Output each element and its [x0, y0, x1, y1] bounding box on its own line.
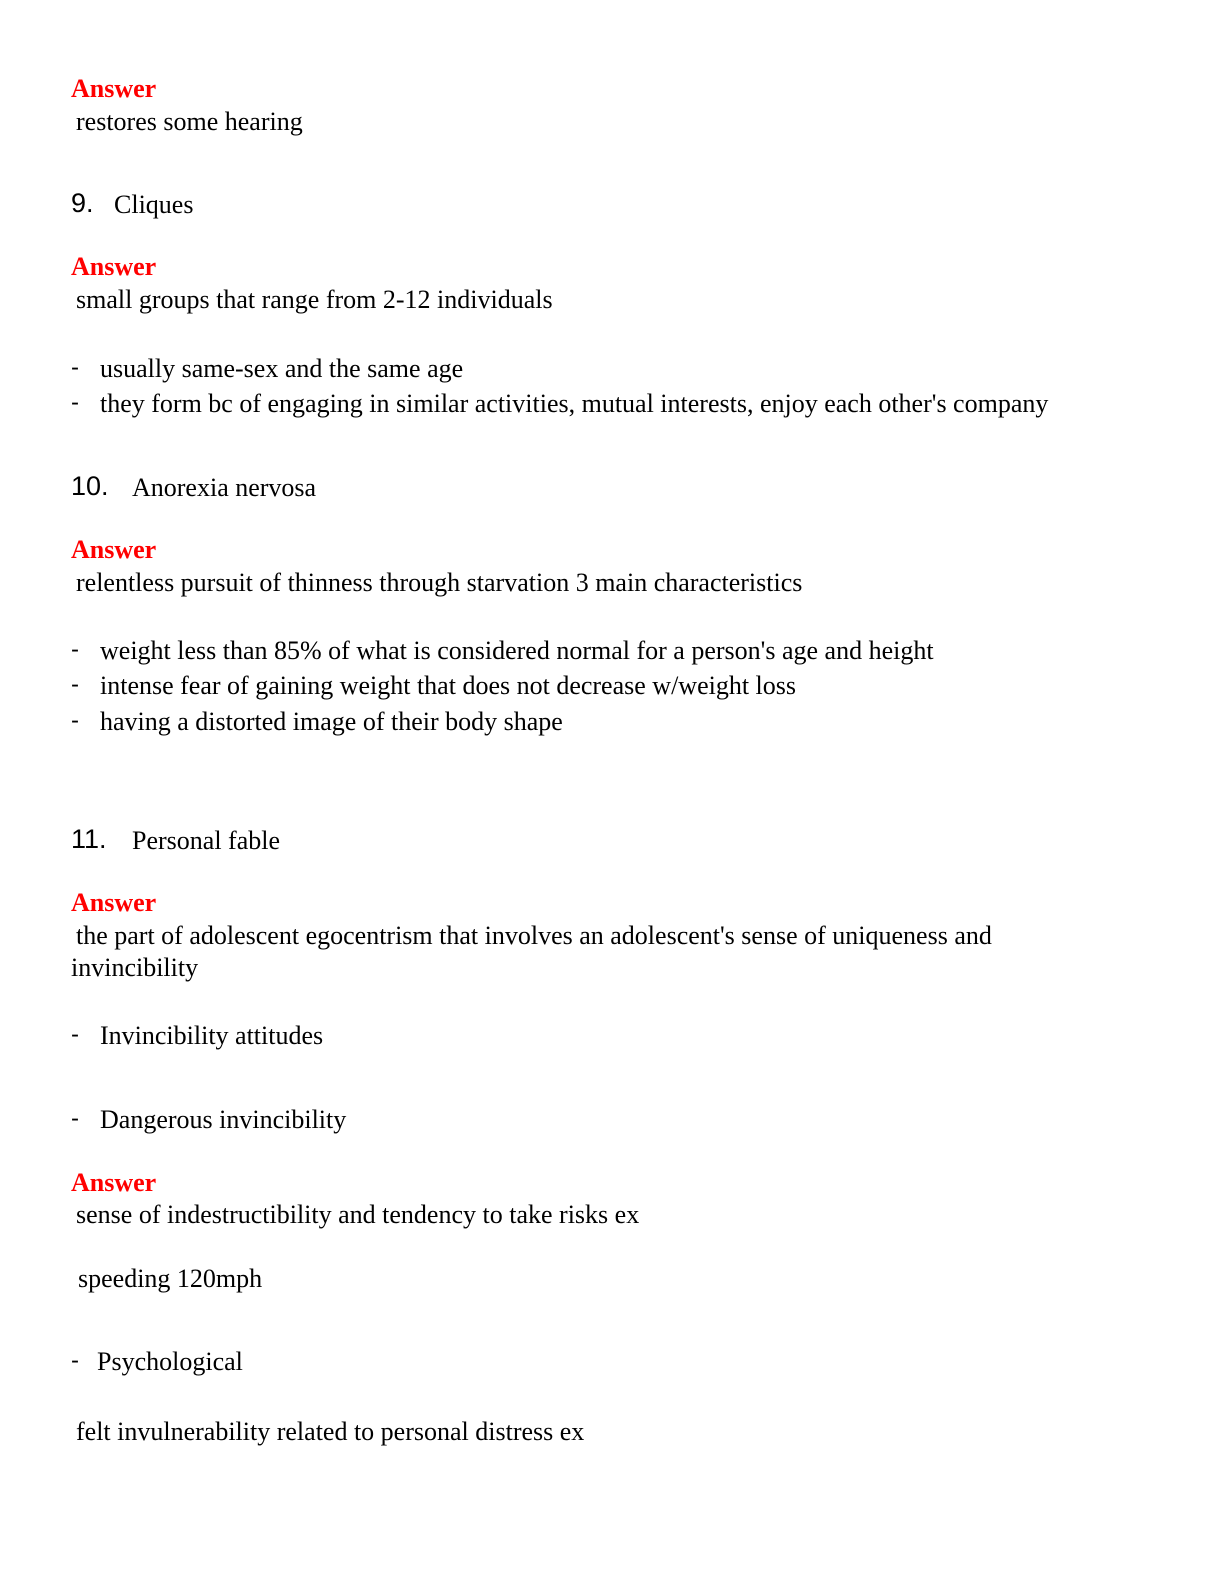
bullet-item: weight less than 85% of what is considered normal for a person's age and height [100, 636, 934, 665]
sub-item: Invincibility attitudes [100, 1021, 324, 1050]
bullet-marker: - [71, 1021, 79, 1048]
bullet-item: intense fear of gaining weight that does not decrease w/weight loss [100, 671, 797, 700]
answer-text: invincibility [71, 953, 199, 982]
answer-label: Answer [71, 535, 157, 564]
answer-label: Answer [71, 1168, 157, 1197]
answer-label: Answer [71, 74, 157, 103]
bullet-item: having a distorted image of their body shape [100, 707, 563, 736]
answer-text: relentless pursuit of thinness through starvation 3 main characteristics [76, 568, 803, 597]
bullet-item: they form bc of engaging in similar activities, mutual interests, enjoy each other's company [100, 389, 1049, 418]
bullet-marker: - [71, 636, 79, 663]
question-number: 10. [71, 471, 109, 501]
bullet-item: usually same-sex and the same age [100, 354, 464, 383]
question-title: Cliques [114, 190, 194, 219]
answer-text: speeding 120mph [78, 1264, 263, 1293]
question-number: 9. [71, 188, 94, 218]
bullet-marker: - [71, 354, 79, 381]
question-title: Anorexia nervosa [132, 473, 317, 502]
answer-text: restores some hearing [76, 107, 303, 136]
bullet-marker: - [71, 1347, 79, 1374]
bullet-marker: - [71, 707, 79, 734]
bullet-marker: - [71, 671, 79, 698]
answer-text: sense of indestructibility and tendency to take risks ex [76, 1200, 640, 1229]
sub-item: Dangerous invincibility [100, 1105, 347, 1134]
sub-item: Psychological [97, 1347, 243, 1376]
bullet-marker: - [71, 1105, 79, 1132]
answer-text: small groups that range from 2-12 individuals [76, 285, 553, 314]
question-title: Personal fable [132, 826, 281, 855]
answer-label: Answer [71, 252, 157, 281]
question-number: 11. [71, 824, 107, 854]
answer-text: the part of adolescent egocentrism that involves an adolescent's sense of uniqueness and [76, 921, 992, 950]
bullet-marker: - [71, 389, 79, 416]
answer-label: Answer [71, 888, 157, 917]
answer-text: felt invulnerability related to personal distress ex [76, 1417, 585, 1446]
